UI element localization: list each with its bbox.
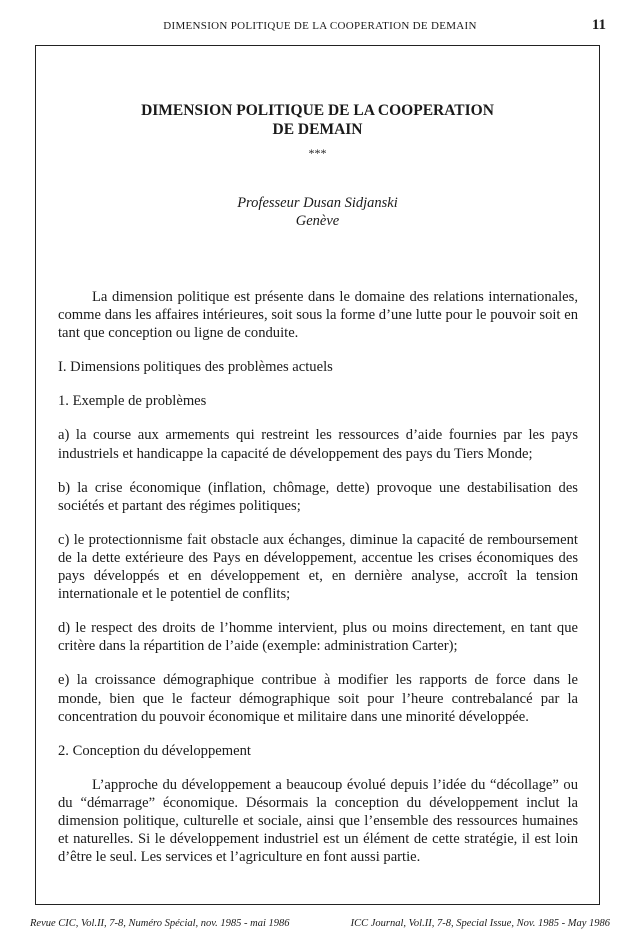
development-paragraph: L’approche du développement a beaucoup évolué depuis l’idée du “décollage” ou du “démarrage” économique. Désormais la conception du développement inclut la dimension politique, culturelle et sociale, ainsi que l’ensemble des ressources humaines et naturelles. Si le développement industriel est un élément de cette stratégie, il est loin d’être le seul. Les services et l’agriculture en font aussi partie. [58,776,578,866]
page-number: 11 [591,17,606,33]
article-body [58,288,578,882]
author-name: Professeur Dusan Sidjanski [237,195,398,211]
footer-citation-en: ICC Journal, Vol.II, 7-8, Special Issue, Nov. 1985 - May 1986 [350,918,610,929]
intro-paragraph: La dimension politique est présente dans le domaine des relations internationales, comme dans les affaires intérieures, soit sous la forme d’une lutte pour le pouvoir soit en tant que conception ou ligne de conduite. [58,289,578,342]
footer-citation-fr: Revue CIC, Vol.II, 7-8, Numéro Spécial, nov. 1985 - mai 1986 [30,918,290,929]
author-block [36,194,599,230]
article-title-line-2: DE DEMAIN [272,121,363,138]
running-head: DIMENSION POLITIQUE DE LA COOPERATION DE DEMAIN [163,20,477,32]
section-heading-1: I. Dimensions politiques des problèmes actuels [58,359,333,376]
author-location: Genève [295,213,340,229]
list-item-d: d) le respect des droits de l’homme intervient, plus ou moins directement, en tant que critère dans la répartition de l’aide (exemple: administration Carter); [58,620,578,655]
subsection-heading-2: 2. Conception du développement [58,742,251,759]
list-item-c: c) le protectionnisme fait obstacle aux échanges, diminue la capacité de remboursement de la dette extérieure des Pays en développement, accentue les crises économiques des pays développés et en développement et, en dernière analyse, accroît la tension internationale et le potentiel de conflits; [58,531,578,603]
article-frame [35,45,600,905]
title-separator: *** [308,146,327,160]
subsection-heading-1: 1. Exemple de problèmes [58,393,207,410]
article-title-line-1: DIMENSION POLITIQUE DE LA COOPERATION [141,102,494,119]
list-item-a: a) la course aux armements qui restreint les ressources d’aide fournies par les pays industriels et handicappe la capacité de développement des pays du Tiers Monde; [58,427,578,462]
list-item-b: b) la crise économique (inflation, chômage, dette) provoque une destabilisation des sociétés et partant des régimes politiques; [58,479,578,514]
article-title [36,101,599,139]
list-item-e: e) la croissance démographique contribue à modifier les rapports de force dans le monde, bien que le facteur démographique soit pour l’heure contrebalancé par la concentration du pouvoir économique et militaire dans une minorité développée. [58,672,578,725]
